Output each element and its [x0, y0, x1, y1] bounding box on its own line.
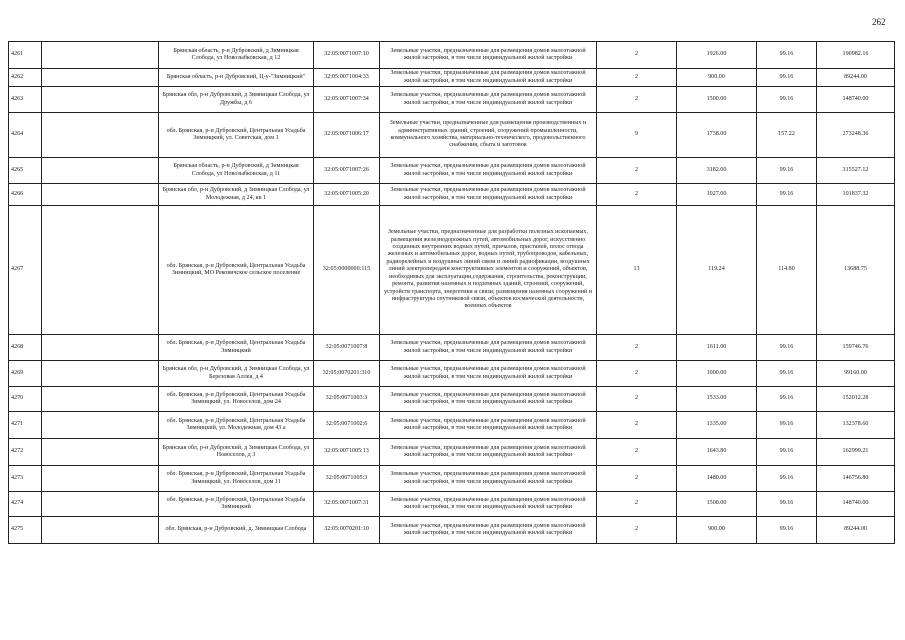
cell-use-group: 2: [597, 335, 677, 361]
table-row: [9, 184, 895, 206]
cell-land-use: Земельные участки, предназначенные для разработки полезных ископаемых, размещения железнодорожных путей, автомобильных дорог, искусственно созданных внутренних водных путей, причалов, пристаней, полос отвода железных и автомобильных дорог, водных путей, трубопроводов, кабельных, радиорелейных и воздушных линий связи и линий радиофикации, воздушных линий электропередачи конструктивных элементов и сооружений, объектов, необходимых для эксплуатации,содержания, строительства, реконструкции, ремонта, развития наземных и подземных зданий, строений, сооружений, устройств транспорта, энергетики и связи; размещения наземных сооружений и инфраструктуры спутниковой связи, объектов космической деятельности, военных объектов: [380, 206, 597, 335]
cell-area: 1027.00: [677, 184, 757, 206]
cell-spacer: [42, 387, 159, 412]
cell-use-group: 9: [597, 113, 677, 158]
table-row: [9, 87, 895, 113]
cell-row-number: 4269: [9, 361, 42, 387]
cell-land-use: Земельные участки, предназначенные для размещения домов малоэтажной жилой застройки, в том числе индивидуальной жилой застройки: [380, 439, 597, 466]
cell-cadastral-value: 148740.00: [817, 492, 895, 517]
cell-cadastral-number: 32:05:0071003:3: [314, 387, 380, 412]
cell-land-use: Земельные участки, предназначенные для размещения домов малоэтажной жилой застройки, в том числе индивидуальной жилой застройки: [380, 69, 597, 87]
table-row: [9, 439, 895, 466]
cell-cadastral-value: 89244.00: [817, 517, 895, 544]
cell-specific-value: 99.16: [757, 439, 817, 466]
cell-row-number: 4266: [9, 184, 42, 206]
cell-use-group: 2: [597, 466, 677, 492]
cell-specific-value: 157.22: [757, 113, 817, 158]
cell-area: 1611.00: [677, 335, 757, 361]
cell-address: Брянская обл, р-н Дубровский, д Зимницкая Слобода, ул Молодежная, д 24, кв 1: [159, 184, 314, 206]
cell-address: Брянская область, р-н Дубровский, д Зимницкая Слобода, ул Новозыбковская, д 11: [159, 158, 314, 184]
cell-cadastral-value: 162999.21: [817, 439, 895, 466]
cell-use-group: 2: [597, 87, 677, 113]
cell-cadastral-value: 273248.36: [817, 113, 895, 158]
cell-address: обл. Брянская, р-н Дубровский, Центральная Усадьба Зимницкий, ул. Молодежная, дом 43 а: [159, 412, 314, 439]
cell-land-use: Земельные участки, предназначенные для размещения домов малоэтажной жилой застройки, в том числе индивидуальной жилой застройки: [380, 412, 597, 439]
cell-row-number: 4264: [9, 113, 42, 158]
cell-land-use: Земельные участки, предназначенные для размещения домов малоэтажной жилой застройки, в том числе индивидуальной жилой застройки: [380, 387, 597, 412]
cell-address: обл. Брянская, р-н Дубровский, Центральная Усадьба Зимницкий, ул. Советская, дом 1: [159, 113, 314, 158]
cell-use-group: 2: [597, 361, 677, 387]
cell-area: 1480.00: [677, 466, 757, 492]
cell-area: 900.00: [677, 517, 757, 544]
cell-land-use: Земельные участки, предназначенные для размещения домов малоэтажной жилой застройки, в том числе индивидуальной жилой застройки: [380, 335, 597, 361]
cell-area: 1643.80: [677, 439, 757, 466]
cell-address: Брянская обл, р-н Дубровский, д Зимницкая Слобода, ул Дружбы, д 6: [159, 87, 314, 113]
cell-cadastral-number: 32:05:0071007:31: [314, 492, 380, 517]
cell-land-use: Земельные участки, предназначенные для размещения домов малоэтажной жилой застройки, в том числе индивидуальной жилой застройки: [380, 184, 597, 206]
cell-address: Брянская область, р-н Дубровский, д Зимницкая Слобода, ул Новозыбковская, д 12: [159, 42, 314, 69]
cell-row-number: 4273: [9, 466, 42, 492]
cell-land-use: Земельные участки, предназначенные для размещения домов малоэтажной жилой застройки, в том числе индивидуальной жилой застройки: [380, 158, 597, 184]
cell-row-number: 4274: [9, 492, 42, 517]
cell-land-use: Земельные участки, предназначенные для размещения производственных и административных зданий, строений, сооружений промышленности, коммунального хозяйства, материально-технического, продовольственного снабжения, сбыта и заготовок: [380, 113, 597, 158]
cell-cadastral-number: 32:05:0071004:33: [314, 69, 380, 87]
table-row: [9, 113, 895, 158]
cell-specific-value: 99.16: [757, 42, 817, 69]
cell-spacer: [42, 439, 159, 466]
cell-use-group: 2: [597, 158, 677, 184]
land-registry-table: [8, 41, 895, 544]
cell-specific-value: 99.16: [757, 361, 817, 387]
cell-row-number: 4268: [9, 335, 42, 361]
cell-specific-value: 99.16: [757, 492, 817, 517]
table-row: [9, 517, 895, 544]
cell-spacer: [42, 517, 159, 544]
cell-cadastral-value: 159746.76: [817, 335, 895, 361]
cell-spacer: [42, 42, 159, 69]
cell-area: 3182.00: [677, 158, 757, 184]
cell-cadastral-number: 32:05:0000000:115: [314, 206, 380, 335]
cell-specific-value: 99.16: [757, 87, 817, 113]
cell-cadastral-value: 152012.28: [817, 387, 895, 412]
table-row: [9, 335, 895, 361]
table-row: [9, 387, 895, 412]
cell-row-number: 4271: [9, 412, 42, 439]
cell-specific-value: 114.80: [757, 206, 817, 335]
table-row: [9, 412, 895, 439]
cell-cadastral-number: 32:05:0071005:3: [314, 466, 380, 492]
cell-spacer: [42, 206, 159, 335]
cell-row-number: 4263: [9, 87, 42, 113]
cell-specific-value: 99.16: [757, 517, 817, 544]
cell-cadastral-number: 32:05:0071006:17: [314, 113, 380, 158]
cell-cadastral-number: 32:05:0071005:20: [314, 184, 380, 206]
cell-area: 900.00: [677, 69, 757, 87]
cell-cadastral-number: 32:05:0070201:10: [314, 517, 380, 544]
cell-cadastral-number: 32:05:0071002:6: [314, 412, 380, 439]
cell-land-use: Земельные участки, предназначенные для размещения домов малоэтажной жилой застройки, в том числе индивидуальной жилой застройки: [380, 517, 597, 544]
cell-spacer: [42, 466, 159, 492]
page-number: 262: [872, 17, 886, 27]
table-row: [9, 158, 895, 184]
cell-land-use: Земельные участки, предназначенные для размещения домов малоэтажной жилой застройки, в том числе индивидуальной жилой застройки: [380, 42, 597, 69]
cell-area: 1533.00: [677, 387, 757, 412]
cell-address: Брянская область, р-н Дубровский, Ц-у-"Зимницкий": [159, 69, 314, 87]
cell-land-use: Земельные участки, предназначенные для размещения домов малоэтажной жилой застройки, в том числе индивидуальной жилой застройки: [380, 361, 597, 387]
table-row: [9, 206, 895, 335]
cell-area: 1500.00: [677, 87, 757, 113]
table-row: [9, 361, 895, 387]
cell-row-number: 4270: [9, 387, 42, 412]
cell-area: 1500.00: [677, 492, 757, 517]
cell-cadastral-value: 146756.80: [817, 466, 895, 492]
cell-spacer: [42, 69, 159, 87]
cell-specific-value: 99.16: [757, 184, 817, 206]
cell-address: обл. Брянская, р-н Дубровский, Центральная Усадьба Зимницкий, ул. Новоселов, дом 24: [159, 387, 314, 412]
cell-cadastral-number: 32:05:0071007:8: [314, 335, 380, 361]
cell-land-use: Земельные участки, предназначенные для размещения домов малоэтажной жилой застройки, в том числе индивидуальной жилой застройки: [380, 87, 597, 113]
cell-area: 1000.00: [677, 361, 757, 387]
cell-cadastral-value: 89244.00: [817, 69, 895, 87]
cell-spacer: [42, 184, 159, 206]
cell-row-number: 4261: [9, 42, 42, 69]
cell-row-number: 4275: [9, 517, 42, 544]
cell-area: 1738.00: [677, 113, 757, 158]
cell-cadastral-number: 32:05:0071007:10: [314, 42, 380, 69]
cell-specific-value: 99.16: [757, 466, 817, 492]
table-row: [9, 466, 895, 492]
cell-spacer: [42, 158, 159, 184]
cell-address: Брянская обл, р-н Дубровский, д Зимницкая Слобода, ул Новоселов, д 3: [159, 439, 314, 466]
cell-spacer: [42, 492, 159, 517]
cell-area: 1926.00: [677, 42, 757, 69]
cell-row-number: 4265: [9, 158, 42, 184]
cell-use-group: 2: [597, 69, 677, 87]
cell-cadastral-number: 32:05:0070201:310: [314, 361, 380, 387]
cell-use-group: 2: [597, 387, 677, 412]
cell-row-number: 4262: [9, 69, 42, 87]
cell-use-group: 13: [597, 206, 677, 335]
cell-specific-value: 99.16: [757, 335, 817, 361]
cell-address: обл. Брянская, р-н Дубровский, Центральная Усадьба Зимницкий: [159, 335, 314, 361]
cell-cadastral-value: 148740.00: [817, 87, 895, 113]
cell-use-group: 2: [597, 184, 677, 206]
cell-use-group: 2: [597, 492, 677, 517]
cell-cadastral-value: 190982.16: [817, 42, 895, 69]
cell-area: 1335.00: [677, 412, 757, 439]
cell-specific-value: 99.16: [757, 387, 817, 412]
cell-address: обл. Брянская, р-н Дубровский, Центральная Усадьба Зимницкий, ул. Новоселов, дом 11: [159, 466, 314, 492]
cell-land-use: Земельные участки, предназначенные для размещения домов малоэтажной жилой застройки, в том числе индивидуальной жилой застройки: [380, 466, 597, 492]
cell-spacer: [42, 412, 159, 439]
cell-spacer: [42, 361, 159, 387]
cell-cadastral-value: 132378.60: [817, 412, 895, 439]
cell-cadastral-number: 32:05:0071007:26: [314, 158, 380, 184]
cell-cadastral-number: 32:05:0071007:34: [314, 87, 380, 113]
cell-area: 119.24: [677, 206, 757, 335]
table-row: [9, 42, 895, 69]
cell-use-group: 2: [597, 42, 677, 69]
cell-use-group: 2: [597, 439, 677, 466]
table-row: [9, 492, 895, 517]
cell-row-number: 4267: [9, 206, 42, 335]
cell-spacer: [42, 87, 159, 113]
cell-specific-value: 99.16: [757, 158, 817, 184]
cell-cadastral-number: 32:05:0071005:13: [314, 439, 380, 466]
cell-spacer: [42, 113, 159, 158]
cell-cadastral-value: 101837.32: [817, 184, 895, 206]
cell-land-use: Земельные участки, предназначенные для размещения домов малоэтажной жилой застройки, в том числе индивидуальной жилой застройки: [380, 492, 597, 517]
cell-use-group: 2: [597, 517, 677, 544]
cell-cadastral-value: 315527.12: [817, 158, 895, 184]
cell-cadastral-value: 99160.00: [817, 361, 895, 387]
cell-row-number: 4272: [9, 439, 42, 466]
cell-address: Брянская обл, р-н Дубровский, д Зимницкая Слобода, ул Березовая Аллея, д 4: [159, 361, 314, 387]
cell-address: обл. Брянская, р-н Дубровский, Центральная Усадьба Зимницкий: [159, 492, 314, 517]
cell-spacer: [42, 335, 159, 361]
table-row: [9, 69, 895, 87]
cell-address: обл. Брянская, р-н Дубровский, Центральная Усадьба Зимницкий, МО Рековичское сельское поселение: [159, 206, 314, 335]
cell-use-group: 2: [597, 412, 677, 439]
cell-specific-value: 99.16: [757, 412, 817, 439]
cell-address: обл. Брянская, р-н Дубровский, д. Зимницкая Слобода: [159, 517, 314, 544]
cell-specific-value: 99.16: [757, 69, 817, 87]
cell-cadastral-value: 13688.75: [817, 206, 895, 335]
